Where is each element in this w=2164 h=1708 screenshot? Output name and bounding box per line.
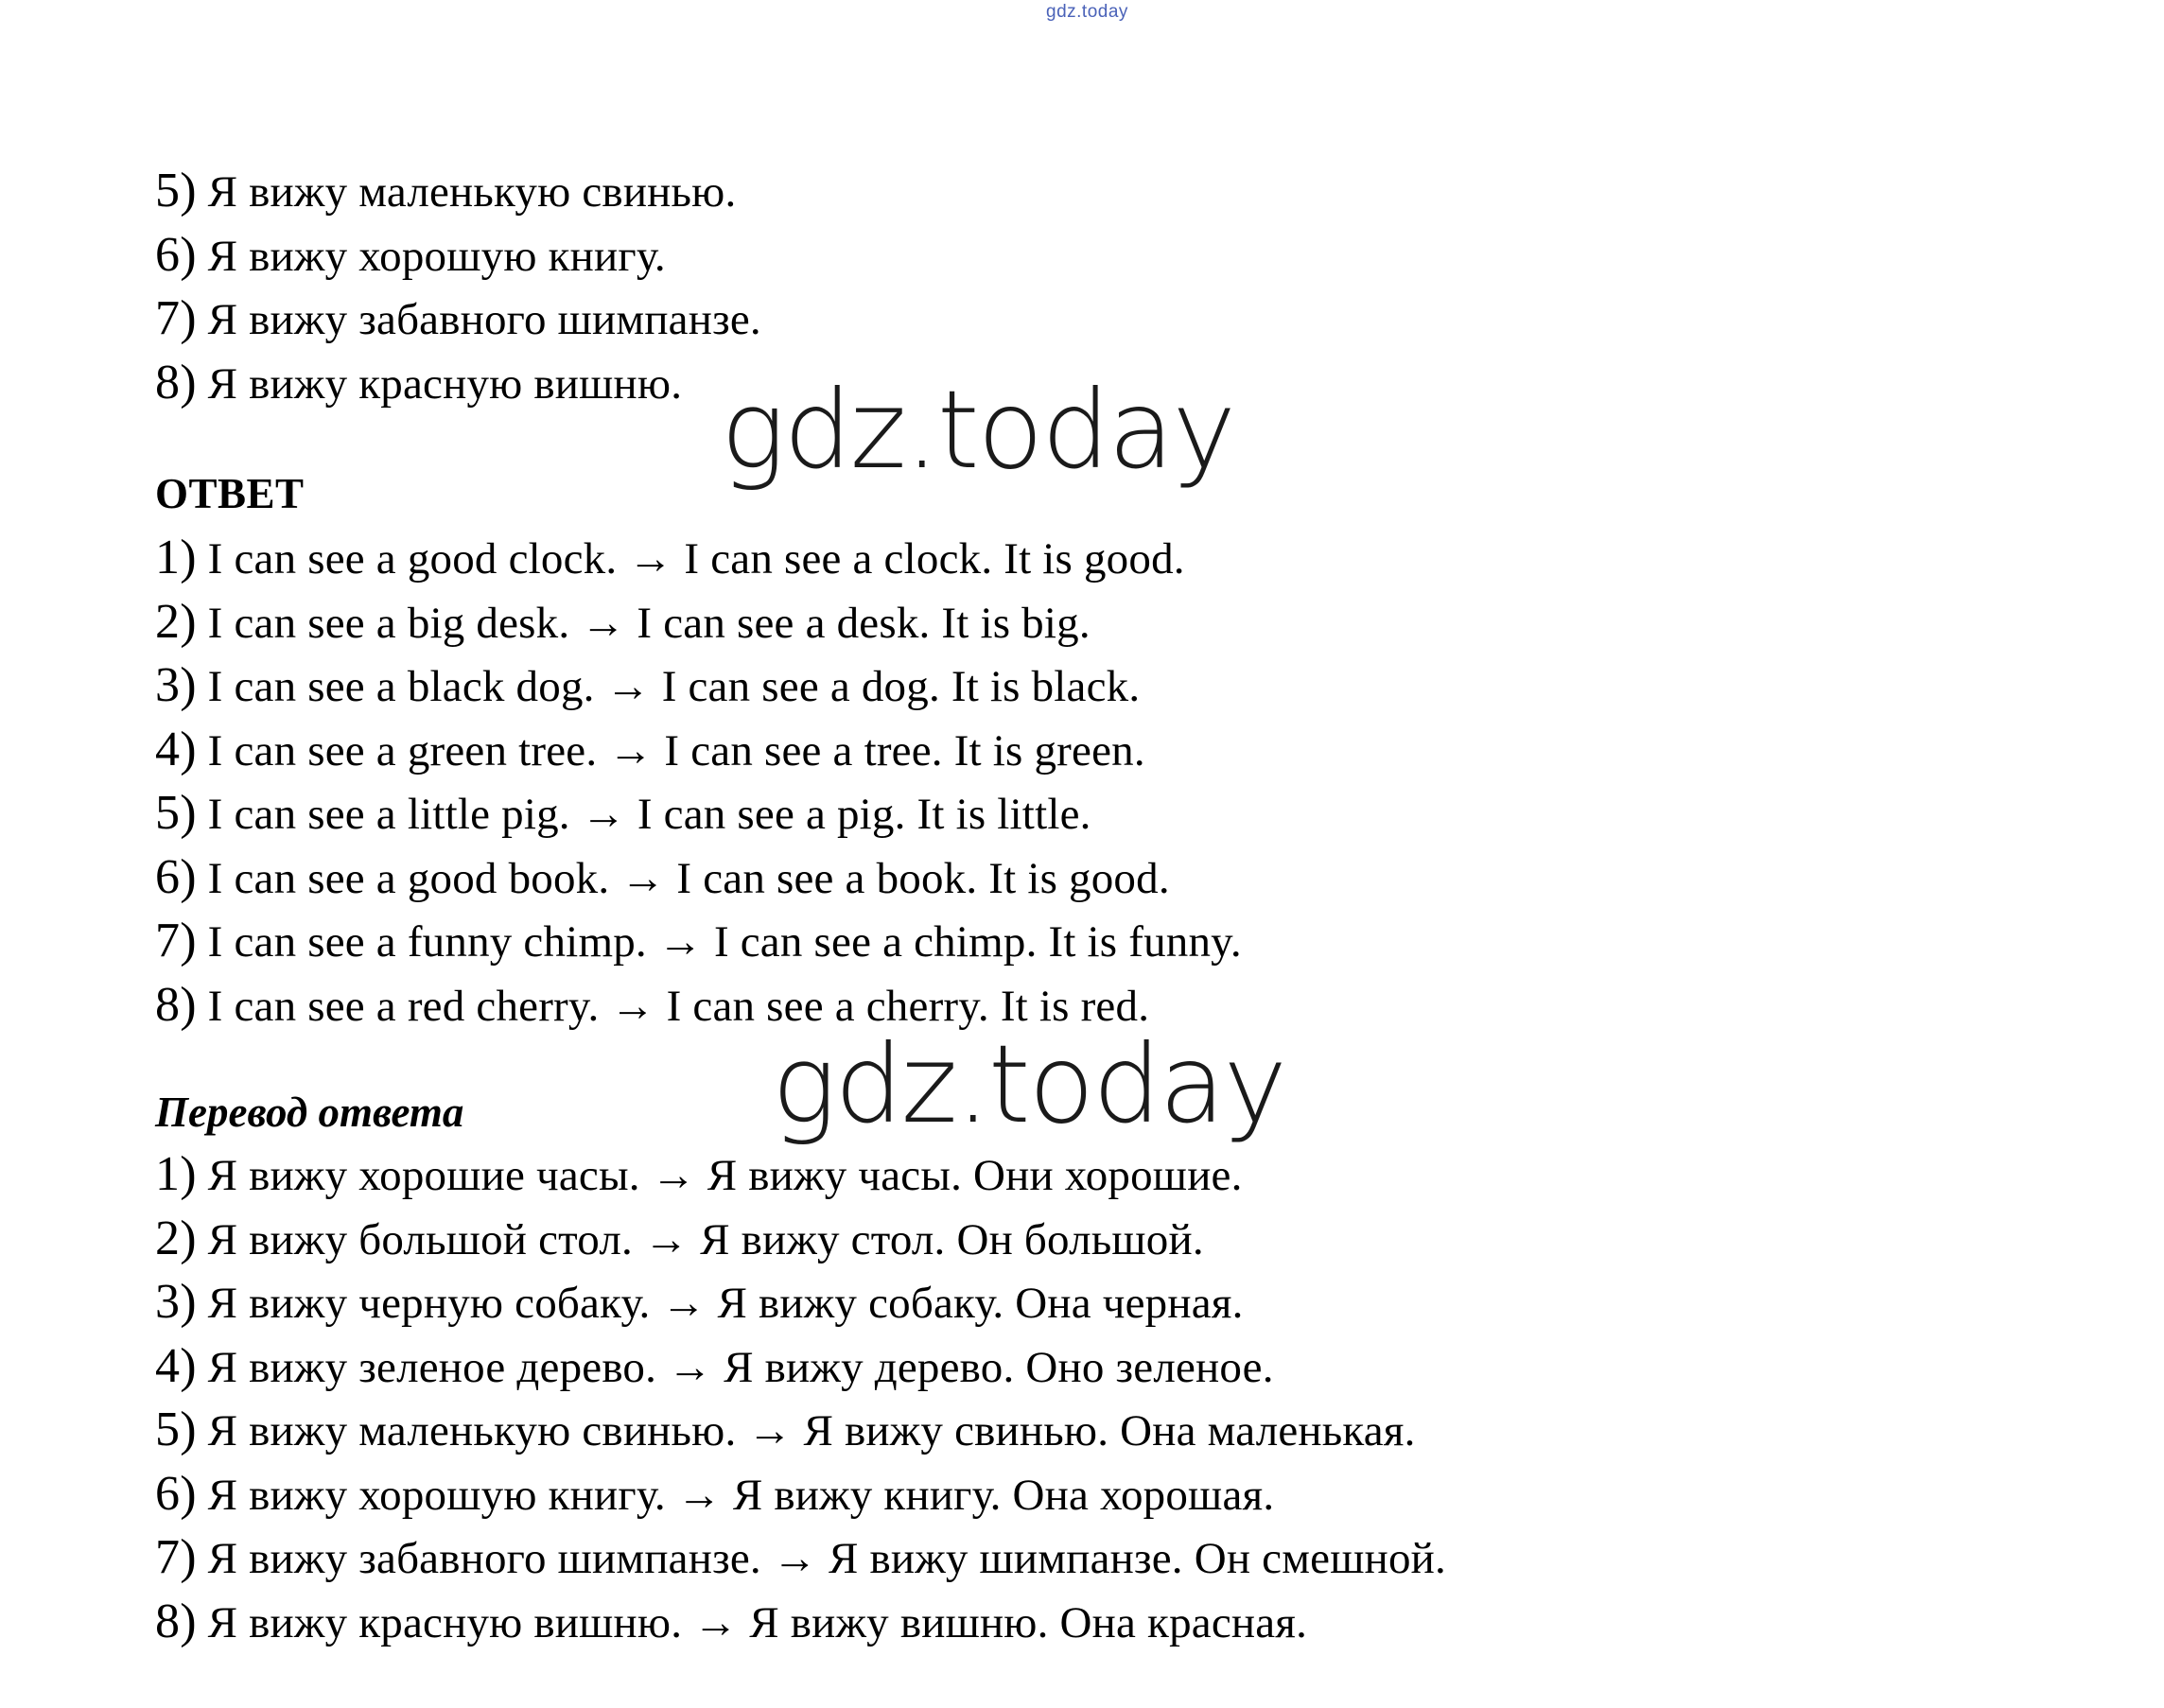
- item-text: I can see a red cherry. → I can see a cherry. It is red.: [207, 981, 1150, 1031]
- item-number: 7): [155, 914, 197, 967]
- list-item: [155, 590, 1242, 654]
- item-text: Я вижу красную вишню.: [207, 358, 683, 409]
- list-item: [155, 1142, 1446, 1207]
- list-item: [155, 845, 1242, 910]
- list-item: [155, 1398, 1446, 1462]
- item-text: Я вижу зеленое дерево. → Я вижу дерево. Оно зеленое.: [207, 1342, 1274, 1392]
- item-number: 7): [155, 1530, 197, 1584]
- item-number: 4): [155, 1338, 197, 1393]
- item-text: I can see a little pig. → I can see a pig. It is little.: [207, 790, 1091, 839]
- item-number: 6): [155, 227, 197, 282]
- watermark: gdz.today: [772, 1021, 1285, 1147]
- item-number: 7): [155, 291, 197, 345]
- item-text: I can see a good clock. → I can see a clock. It is good.: [207, 534, 1185, 584]
- list-item: [155, 1462, 1446, 1526]
- list-item: [155, 718, 1242, 782]
- item-number: 1): [155, 1147, 197, 1201]
- item-text: I can see a funny chimp. → I can see a chimp. It is funny.: [207, 917, 1242, 967]
- item-text: Я вижу красную вишню. → Я вижу вишню. Она красная.: [207, 1597, 1308, 1647]
- item-text: I can see a black dog. → I can see a dog. It is black.: [207, 662, 1141, 711]
- list-item: [155, 1207, 1446, 1271]
- item-text: Я вижу маленькую свинью. → Я вижу свинью. Она маленькая.: [207, 1406, 1416, 1455]
- item-number: 2): [155, 1211, 197, 1265]
- answer-list: [155, 526, 1242, 1037]
- item-number: 5): [155, 786, 197, 840]
- watermark: gdz.today: [721, 367, 1234, 493]
- item-number: 3): [155, 1275, 197, 1329]
- list-item: [155, 654, 1242, 718]
- list-item: [155, 287, 761, 351]
- item-text: Я вижу забавного шимпанзе. → Я вижу шимпанзе. Он смешной.: [207, 1534, 1446, 1583]
- item-number: 6): [155, 849, 197, 904]
- item-number: 8): [155, 977, 197, 1032]
- list-item: [155, 781, 1242, 845]
- item-number: 4): [155, 722, 197, 776]
- item-number: 6): [155, 1466, 197, 1521]
- item-number: 2): [155, 594, 197, 649]
- top-watermark-link: gdz.today: [1046, 2, 1128, 22]
- list-item: [155, 909, 1242, 973]
- item-number: 1): [155, 531, 197, 584]
- item-number: 5): [155, 1403, 197, 1456]
- item-number: 5): [155, 164, 197, 218]
- item-text: I can see a good book. → I can see a book. It is good.: [207, 853, 1170, 903]
- item-text: I can see a big desk. → I can see a desk. It is big.: [207, 598, 1091, 648]
- answer-heading: ОТВЕТ: [155, 470, 305, 517]
- item-text: I can see a green tree. → I can see a tree. It is green.: [207, 725, 1145, 776]
- list-item: [155, 1590, 1446, 1654]
- item-number: 8): [155, 355, 197, 410]
- list-item: [155, 1270, 1446, 1334]
- translation-heading: Перевод ответа: [155, 1089, 464, 1136]
- item-text: Я вижу хорошую книгу. → Я вижу книгу. Она хорошая.: [207, 1470, 1275, 1520]
- exercise-tail-list: [155, 159, 761, 414]
- item-text: Я вижу хорошую книгу.: [207, 231, 666, 281]
- list-item: [155, 223, 761, 288]
- item-text: Я вижу большой стол. → Я вижу стол. Он большой.: [207, 1214, 1204, 1264]
- item-text: Я вижу черную собаку. → Я вижу собаку. Она черная.: [207, 1279, 1244, 1328]
- item-text: Я вижу маленькую свинью.: [207, 167, 737, 217]
- list-item: [155, 1525, 1446, 1590]
- list-item: [155, 526, 1242, 590]
- list-item: [155, 1334, 1446, 1399]
- item-text: Я вижу забавного шимпанзе.: [207, 295, 761, 344]
- list-item: [155, 159, 761, 223]
- list-item: [155, 351, 761, 415]
- item-number: 3): [155, 658, 197, 712]
- item-text: Я вижу хорошие часы. → Я вижу часы. Они хорошие.: [207, 1151, 1243, 1200]
- item-number: 8): [155, 1594, 197, 1648]
- translation-list: [155, 1142, 1446, 1653]
